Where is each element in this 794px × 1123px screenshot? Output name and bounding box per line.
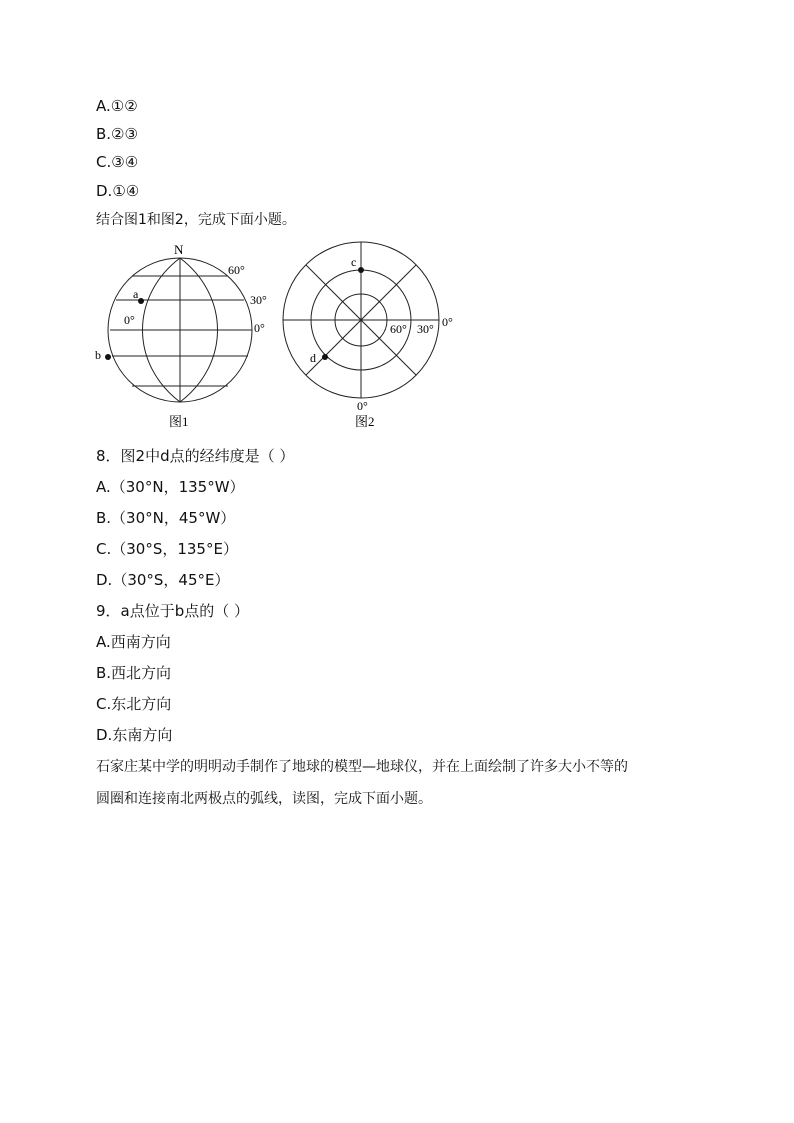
point-b-dot [105,354,111,360]
lat-label-30: 30° [250,293,267,307]
point-a-label: a [133,287,139,301]
point-d-label: d [310,351,316,365]
lon-label-south: 0° [357,399,368,413]
figure-2-caption: 图2 [355,414,375,429]
question-9-option-c: C.东北方向 [96,695,172,713]
north-label: N [174,242,184,257]
lat-label-0: 0° [254,321,265,335]
figure-2-polar [283,242,439,398]
figures-svg [80,236,480,436]
question-9-option-b: B.西北方向 [96,664,172,682]
intro-text: 结合图1和图2，完成下面小题。 [96,212,296,228]
intro-text-2-line-1: 石家庄某中学的明明动手制作了地球的模型—地球仪，并在上面绘制了许多大小不等的 [96,759,628,775]
point-d-dot [322,354,328,360]
lon-label-east: 0° [442,315,453,329]
option-d: D.①④ [96,182,140,200]
point-c-dot [358,267,364,273]
lat-label-30: 30° [417,322,434,336]
point-b-label: b [95,348,101,362]
question-8-option-a: A.（30°N，135°W） [96,478,245,496]
point-c-label: c [351,255,357,269]
question-9-option-a: A.西南方向 [96,633,171,651]
question-9-option-d: D.东南方向 [96,726,173,744]
lat-label-60: 60° [228,263,245,277]
option-a: A.①② [96,97,138,115]
option-c: C.③④ [96,153,139,171]
question-9-stem: 9．a点位于b点的（ ） [96,602,250,620]
point-a-dot [138,298,144,304]
lat-label-60: 60° [390,322,407,336]
figures [80,236,480,436]
question-8-stem: 8．图2中d点的经纬度是（ ） [96,447,295,465]
option-b: B.②③ [96,125,138,143]
intro-text-2-line-2: 圆圈和连接南北两极点的弧线，读图，完成下面小题。 [96,791,432,807]
lon-label-0: 0° [124,313,135,327]
question-8-option-d: D.（30°S，45°E） [96,571,230,589]
figure-1-caption: 图1 [169,414,189,429]
question-8-option-b: B.（30°N，45°W） [96,509,236,527]
figure-1-globe [108,258,252,402]
question-8-option-c: C.（30°S，135°E） [96,540,238,558]
